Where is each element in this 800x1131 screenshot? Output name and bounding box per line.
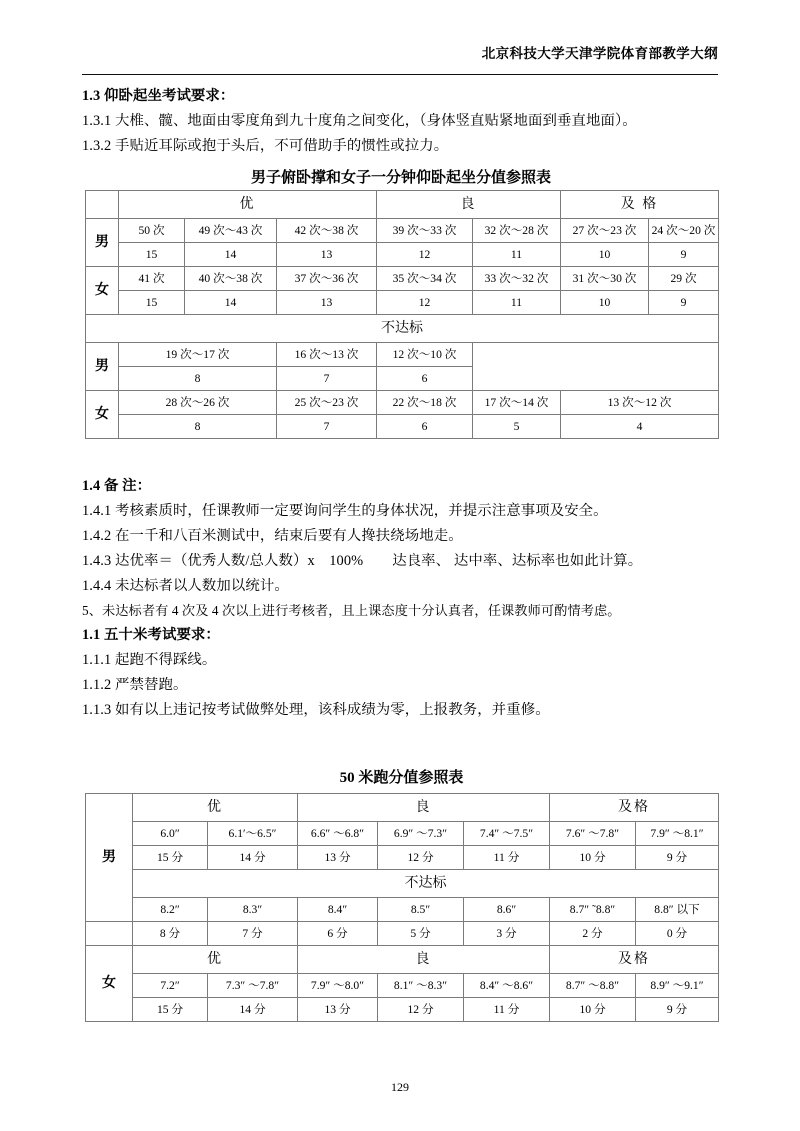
table-cell: 7 — [277, 415, 377, 439]
table-cell: 8.7″ ～8.8″ — [550, 974, 636, 998]
table-cell: 6.1′～6.5″ — [208, 822, 298, 846]
table-cell: 28 次～26 次 — [119, 391, 277, 415]
fifty-meter-score-table — [85, 793, 719, 1022]
table-row-grades — [86, 191, 719, 219]
table-cell: 5 分 — [378, 922, 464, 946]
table-cell: 7.9″ ～8.1″ — [636, 822, 719, 846]
table-cell: 8.8″ 以下 — [636, 898, 719, 922]
grade-good: 良 — [298, 794, 550, 822]
table-cell: 17 次～14 次 — [473, 391, 561, 415]
table-cell: 9 分 — [636, 998, 719, 1022]
table-row-fail-banner — [86, 315, 719, 343]
table-cell: 32 次～28 次 — [473, 219, 561, 243]
grade-pass: 及 格 — [561, 191, 719, 219]
table-cell: 13 分 — [298, 846, 378, 870]
empty-cell — [86, 922, 133, 946]
table-cell: 8.7″ ˜8.8″ — [550, 898, 636, 922]
table-cell: 4 — [561, 415, 719, 439]
table-cell: 13 次～12 次 — [561, 391, 719, 415]
table-cell: 14 — [185, 243, 277, 267]
row-label-female: 女 — [86, 946, 133, 1022]
table-cell: 13 分 — [298, 998, 378, 1022]
situp-heading: 1.3 仰卧起坐考试要求： — [82, 88, 235, 104]
table-cell: 5 — [473, 415, 561, 439]
table-cell: 12 次～10 次 — [377, 343, 473, 367]
notes-line-1: 1.4.1 考核素质时，任课教师一定要询问学生的身体状况，并提示注意事项及安全。 — [82, 503, 608, 519]
table-row — [86, 267, 719, 291]
row-label-male: 男 — [86, 794, 133, 922]
table-row-grades — [86, 794, 719, 822]
table-row — [86, 291, 719, 315]
table-cell: 14 分 — [208, 998, 298, 1022]
grade-good: 良 — [298, 946, 550, 974]
table-cell: 8.5″ — [378, 898, 464, 922]
table-row — [86, 219, 719, 243]
table-cell: 50 次 — [119, 219, 185, 243]
table-cell: 10 分 — [550, 998, 636, 1022]
situp-table-title: 男子俯卧撑和女子一分钟仰卧起坐分值参照表 — [250, 170, 551, 186]
table-row — [86, 974, 719, 998]
table-cell: 8 — [119, 367, 277, 391]
table-cell: 8.1″ ～8.3″ — [378, 974, 464, 998]
table-cell: 6.9″ ～7.3″ — [378, 822, 464, 846]
table-cell: 19 次～17 次 — [119, 343, 277, 367]
running-header: 北京科技大学天津学院体育部教学大纲 — [481, 46, 718, 61]
table-cell: 15 分 — [133, 846, 208, 870]
table-cell: 6 — [377, 367, 473, 391]
situp-score-table — [85, 190, 719, 439]
notes-heading: 1.4 备 注： — [82, 478, 152, 494]
table-cell: 42 次～38 次 — [277, 219, 377, 243]
grade-pass: 及格 — [550, 794, 719, 822]
table-cell: 39 次～33 次 — [377, 219, 473, 243]
table-cell: 12 分 — [378, 998, 464, 1022]
situp-line-2: 1.3.2 手贴近耳际或抱于头后，不可借助手的惯性或拉力。 — [82, 138, 449, 154]
table-cell: 12 — [377, 243, 473, 267]
table-cell: 7 分 — [208, 922, 298, 946]
table-cell: 31 次～30 次 — [561, 267, 649, 291]
table-row — [86, 998, 719, 1022]
grade-excellent: 优 — [119, 191, 377, 219]
notes-line-3: 1.4.3 达优率＝（优秀人数/总人数）x 100% 达良率、 达中率、达标率也如此计算。 — [82, 553, 643, 569]
table-row — [86, 922, 719, 946]
table-cell: 7 — [277, 367, 377, 391]
table-row — [86, 391, 719, 415]
table-cell: 8.9″ ～9.1″ — [636, 974, 719, 998]
table-row — [86, 343, 719, 367]
situp-line-1: 1.3.1 大椎、髋、地面由零度角到九十度角之间变化，（身体竖直贴紧地面到垂直地面）。 — [82, 113, 637, 129]
table-cell: 11 — [473, 243, 561, 267]
row-label-female: 女 — [86, 267, 119, 315]
table-cell: 12 分 — [378, 846, 464, 870]
table-cell: 8.3″ — [208, 898, 298, 922]
table-cell: 40 次～38 次 — [185, 267, 277, 291]
corner-cell — [86, 191, 119, 219]
table-cell: 12 — [377, 291, 473, 315]
table-cell: 10 分 — [550, 846, 636, 870]
notes-line-4: 1.4.4 未达标者以人数加以统计。 — [82, 578, 289, 594]
header-divider-rule — [82, 74, 718, 75]
table-cell: 7.2″ — [133, 974, 208, 998]
table-row-fail-banner — [86, 870, 719, 898]
page-number: 129 — [391, 1080, 409, 1094]
table-cell: 11 分 — [464, 998, 550, 1022]
table-row — [86, 822, 719, 846]
table-cell: 3 分 — [464, 922, 550, 946]
table-cell: 10 — [561, 243, 649, 267]
grade-good: 良 — [377, 191, 561, 219]
table-cell: 41 次 — [119, 267, 185, 291]
table-cell: 16 次～13 次 — [277, 343, 377, 367]
fifty-heading: 1.1 五十米考试要求： — [82, 627, 220, 643]
row-label-female-fail: 女 — [86, 391, 119, 439]
table-cell: 8.4″ ～8.6″ — [464, 974, 550, 998]
fifty-line-2: 1.1.2 严禁替跑。 — [82, 677, 188, 693]
grade-pass: 及格 — [550, 946, 719, 974]
notes-section — [82, 474, 720, 723]
row-label-male: 男 — [86, 219, 119, 267]
table-cell: 9 — [649, 291, 719, 315]
table-cell: 8.4″ — [298, 898, 378, 922]
situp-section — [82, 84, 720, 159]
table-cell: 6 — [377, 415, 473, 439]
table-cell: 8 分 — [133, 922, 208, 946]
table-cell: 15 — [119, 243, 185, 267]
table-cell: 49 次～43 次 — [185, 219, 277, 243]
table-cell: 35 次～34 次 — [377, 267, 473, 291]
fifty-table-title: 50 米跑分值参照表 — [339, 770, 464, 786]
table-cell: 15 分 — [133, 998, 208, 1022]
table-cell: 8 — [119, 415, 277, 439]
notes-line-2: 1.4.2 在一千和八百米测试中，结束后要有人搀扶绕场地走。 — [82, 528, 463, 544]
table-cell: 29 次 — [649, 267, 719, 291]
grade-excellent: 优 — [133, 946, 298, 974]
row-label-male-fail: 男 — [86, 343, 119, 391]
table-cell: 14 分 — [208, 846, 298, 870]
fifty-line-3: 1.1.3 如有以上违记按考试做弊处理，该科成绩为零，上报教务，并重修。 — [82, 702, 550, 718]
table-row — [86, 243, 719, 267]
table-cell: 33 次～32 次 — [473, 267, 561, 291]
fifty-line-1: 1.1.1 起跑不得踩线。 — [82, 652, 217, 668]
empty-cell — [473, 343, 719, 391]
table-cell: 9 分 — [636, 846, 719, 870]
table-cell: 27 次～23 次 — [561, 219, 649, 243]
table-row — [86, 415, 719, 439]
table-cell: 7.9″ ～8.0″ — [298, 974, 378, 998]
table-cell: 9 — [649, 243, 719, 267]
table-cell: 6 分 — [298, 922, 378, 946]
table-cell: 7.6″ ～7.8″ — [550, 822, 636, 846]
table-cell: 7.4″ ～7.5″ — [464, 822, 550, 846]
table-cell: 2 分 — [550, 922, 636, 946]
table-cell: 22 次～18 次 — [377, 391, 473, 415]
table-cell: 13 — [277, 291, 377, 315]
table-cell: 11 分 — [464, 846, 550, 870]
table-cell: 6.0″ — [133, 822, 208, 846]
notes-line-5: 5、未达标者有 4 次及 4 次以上进行考核者，且上课态度十分认真者，任课教师可酌情考虑。 — [82, 603, 621, 618]
table-cell: 8.2″ — [133, 898, 208, 922]
table-cell: 11 — [473, 291, 561, 315]
table-cell: 13 — [277, 243, 377, 267]
fail-banner-label: 不达标 — [133, 870, 719, 898]
table-row — [86, 898, 719, 922]
fail-banner-label: 不达标 — [86, 315, 719, 343]
table-cell: 14 — [185, 291, 277, 315]
table-cell: 10 — [561, 291, 649, 315]
table-cell: 37 次～36 次 — [277, 267, 377, 291]
table-cell: 0 分 — [636, 922, 719, 946]
table-cell: 6.6″ ～6.8″ — [298, 822, 378, 846]
table-cell: 8.6″ — [464, 898, 550, 922]
table-cell: 15 — [119, 291, 185, 315]
table-row-grades — [86, 946, 719, 974]
table-row — [86, 846, 719, 870]
table-cell: 24 次～20 次 — [649, 219, 719, 243]
table-cell: 25 次～23 次 — [277, 391, 377, 415]
grade-excellent: 优 — [133, 794, 298, 822]
table-cell: 7.3″ ～7.8″ — [208, 974, 298, 998]
